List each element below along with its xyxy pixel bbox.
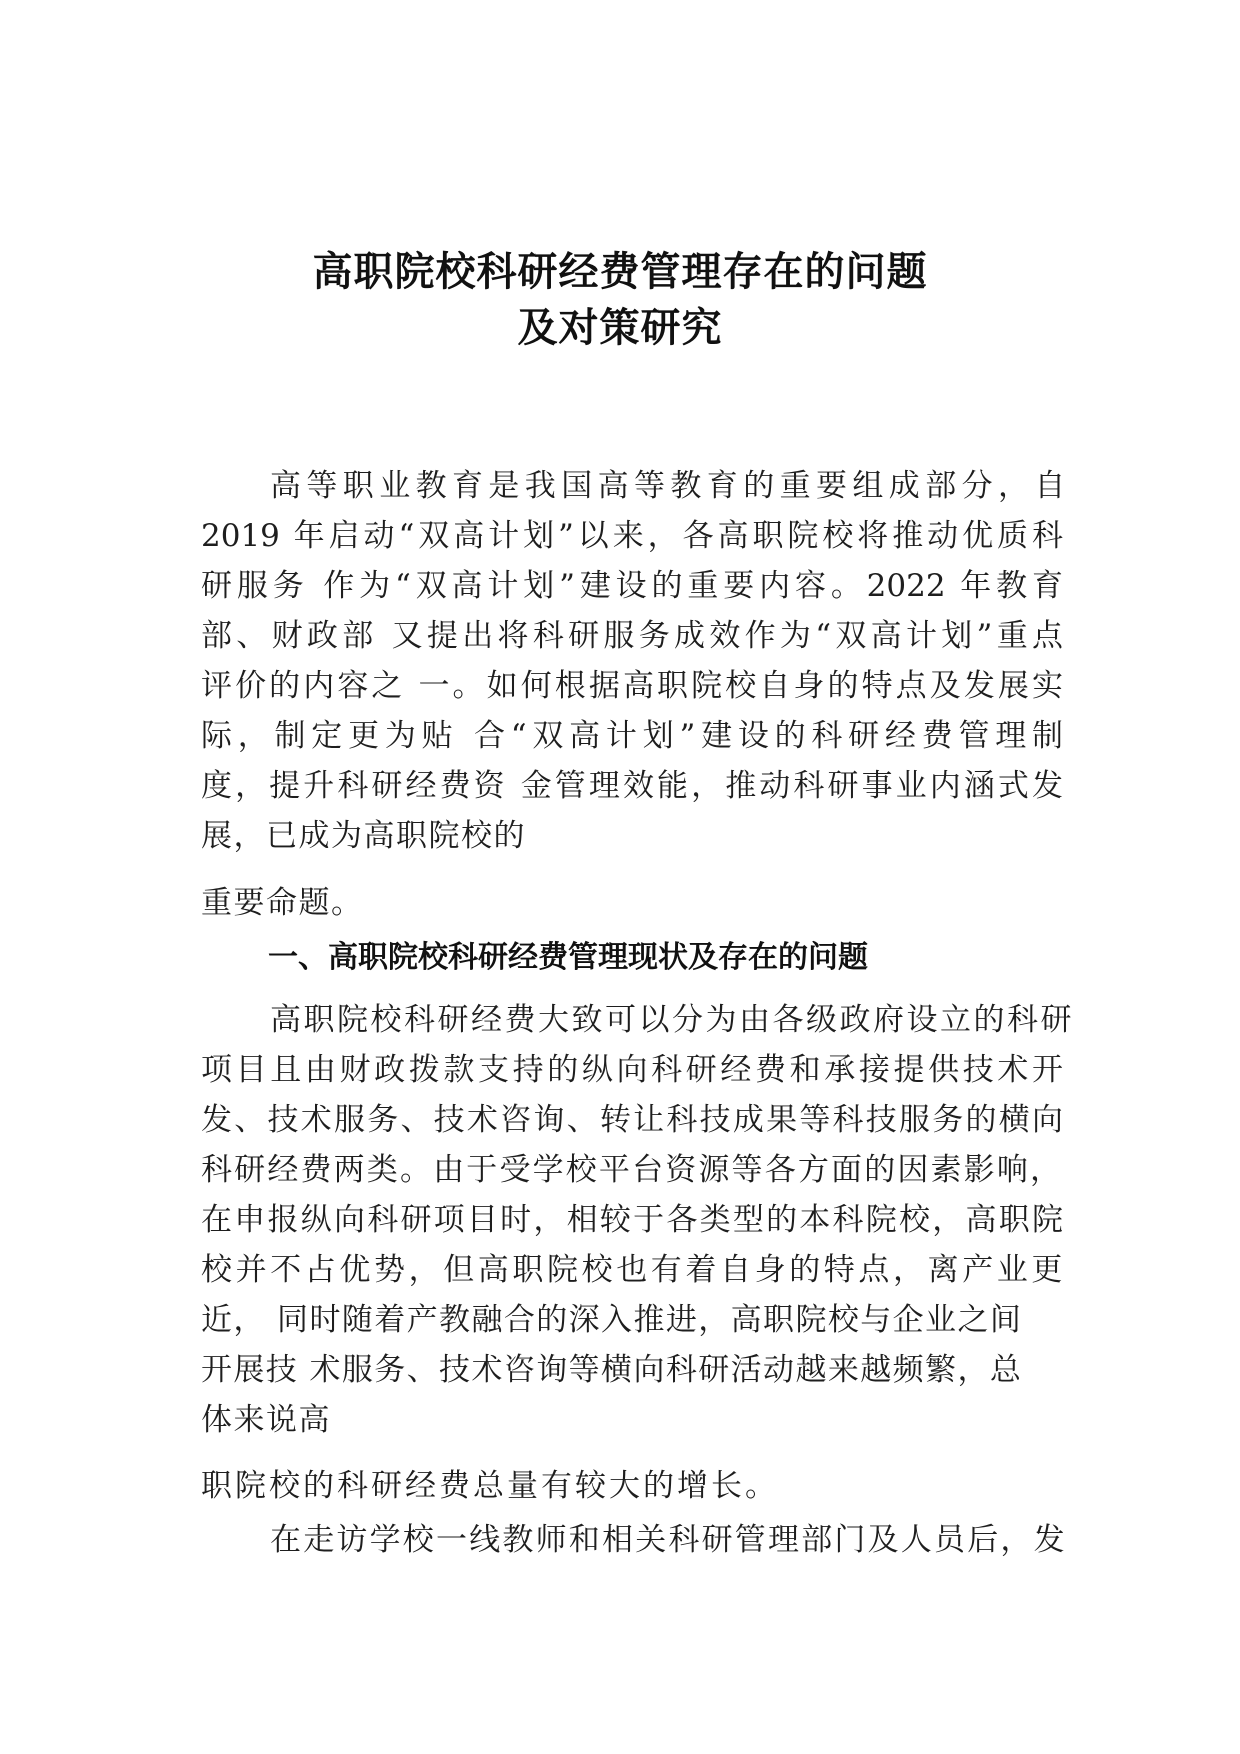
- section-1-line-4: 科研经费两类。由于受学校平台资源等各方面的因素影响，: [201, 1152, 1061, 1188]
- section-1-line-10: 职院校的科研经费总量有较大的增长。: [201, 1468, 779, 1504]
- paragraph-2-line-1: 在走访学校一线教师和相关科研管理部门及人员后，发: [270, 1522, 1067, 1558]
- section-1-line-2: 项目且由财政拨款支持的纵向科研经费和承接提供技术开: [201, 1052, 1063, 1088]
- section-1-line-9: 体来说高: [201, 1402, 331, 1438]
- section-1-line-1: 高职院校科研经费大致可以分为由各级政府设立的科研: [270, 1002, 1074, 1038]
- paragraph-1-line-1: 高等职业教育是我国高等教育的重要组成部分，自: [270, 468, 1071, 504]
- paragraph-1-line-4: 部、财政部 又提出将科研服务成效作为“双高计划”重点: [201, 618, 1063, 654]
- paragraph-1-line-6: 际，制定更为贴 合“双高计划”建设的科研经费管理制: [201, 718, 1063, 754]
- paragraph-1-line-7: 度，提升科研经费资 金管理效能，推动科研事业内涵式发: [201, 768, 1063, 804]
- paragraph-1-line-2: 2019 年启动“双高计划”以来，各高职院校将推动优质科: [201, 518, 1063, 554]
- paragraph-1-line-9: 重要命题。: [201, 885, 364, 921]
- section-1-line-8: 开展技 术服务、技术咨询等横向科研活动越来越频繁，总: [201, 1352, 1023, 1388]
- title-line-2: 及对策研究: [517, 305, 723, 351]
- paragraph-1-line-5: 评价的内容之 一。如何根据高职院校自身的特点及发展实: [201, 668, 1063, 704]
- section-1-line-6: 校并不占优势，但高职院校也有着自身的特点，离产业更: [201, 1252, 1066, 1288]
- paragraph-1-line-8: 展，已成为高职院校的: [201, 818, 526, 854]
- section-1-line-5: 在申报纵向科研项目时，相较于各类型的本科院校，高职院: [201, 1202, 1063, 1238]
- section-1-line-7: 近， 同时随着产教融合的深入推进，高职院校与企业之间: [201, 1302, 1023, 1338]
- section-1-heading: 一、高职院校科研经费管理现状及存在的问题: [268, 940, 868, 975]
- paragraph-1-line-3: 研服务 作为“双高计划”建设的重要内容。2022 年教育: [201, 568, 1063, 604]
- section-1-line-3: 发、技术服务、技术咨询、转让科技成果等科技服务的横向: [201, 1102, 1063, 1138]
- title-line-1: 高职院校科研经费管理存在的问题: [312, 249, 928, 295]
